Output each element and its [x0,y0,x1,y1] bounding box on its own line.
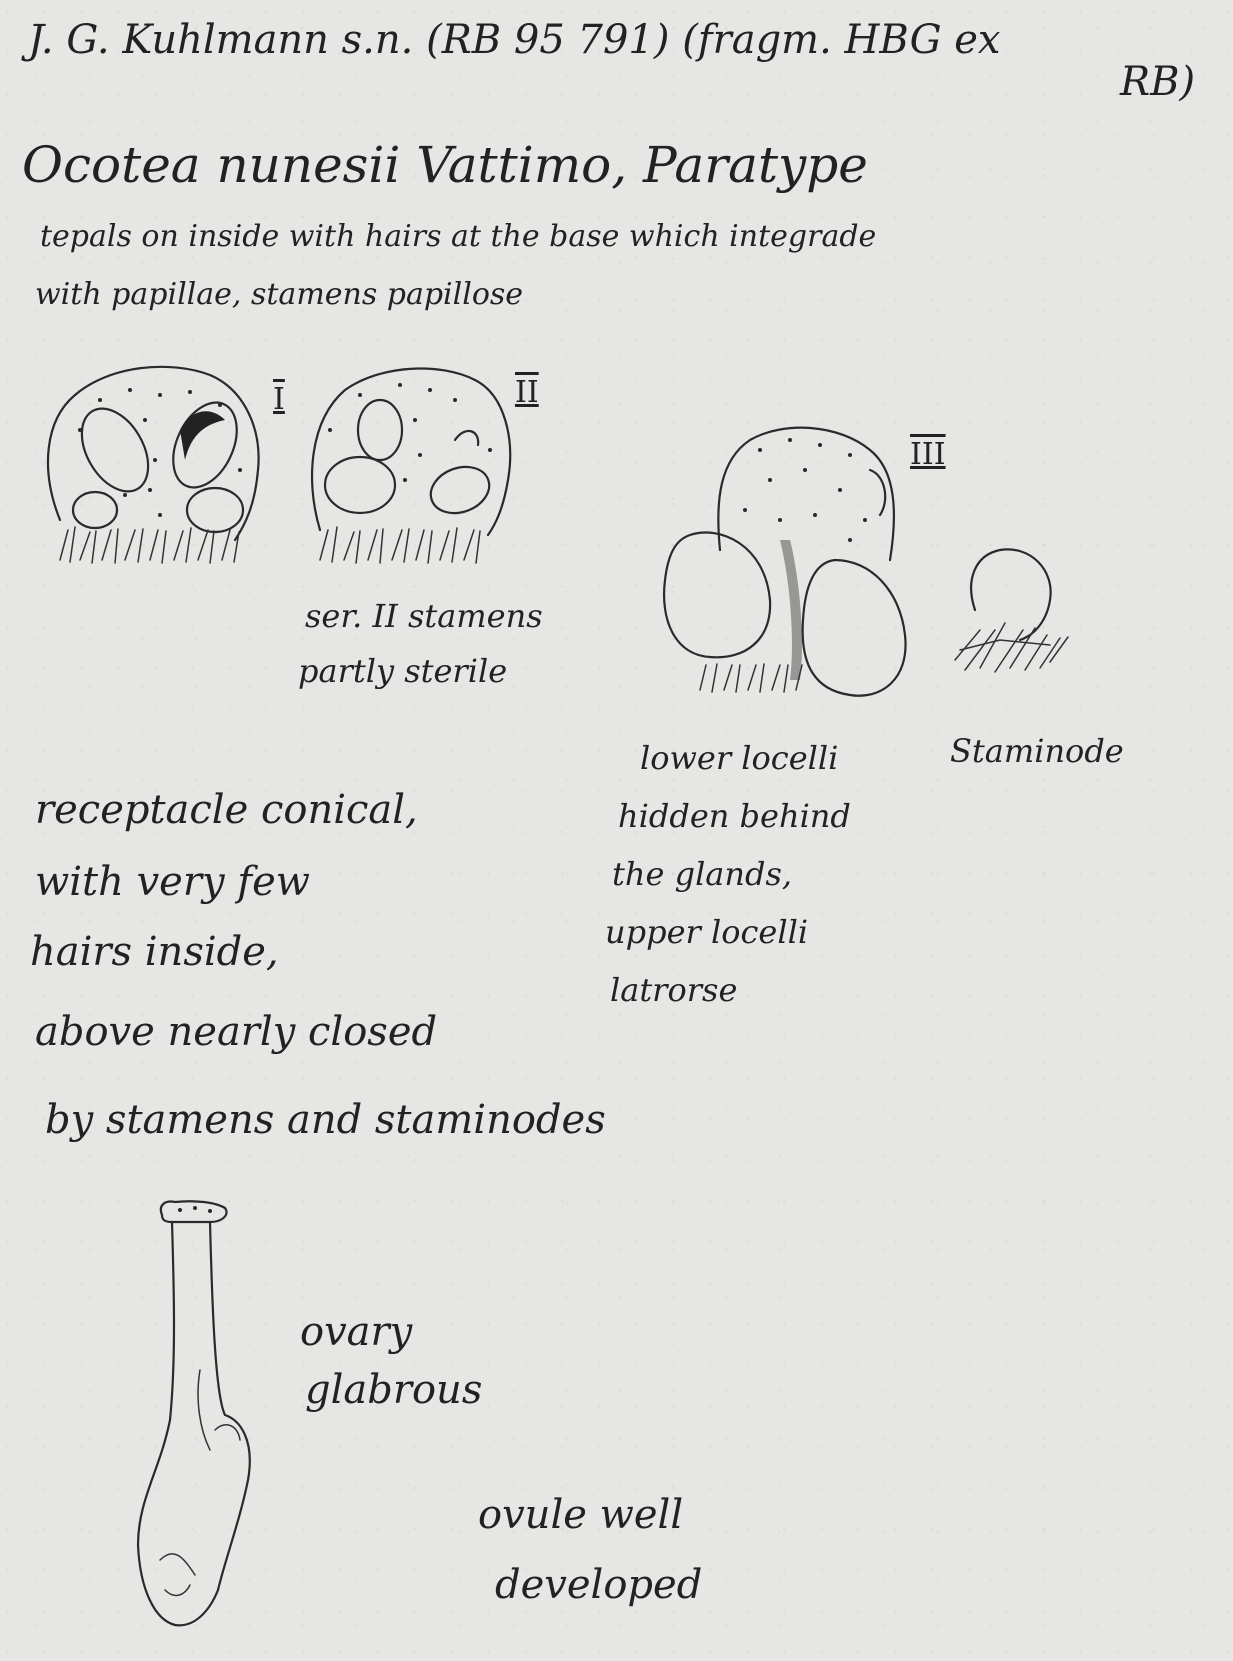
label-roman-3: III [910,437,946,472]
staminode-label: Staminode [950,732,1124,770]
stamen-2-drawing [312,369,510,563]
receptacle-line-5: by stamens and staminodes [45,1097,606,1143]
stamen-1-drawing [48,367,259,563]
label-roman-1: I [273,382,285,417]
ser2-caption-line-1: ser. II stamens [305,597,543,635]
label-roman-2: II [515,375,539,410]
collector-line-end: RB) [1120,59,1196,105]
description-line-1: tepals on inside with hairs at the base which integrade [40,219,877,254]
collector-line: J. G. Kuhlmann s.n. (RB 95 791) (fragm. HBG ex [28,17,1001,63]
description-line-2: with papillae, stamens papillose [35,277,524,312]
ovary-label-line-2: glabrous [305,1367,483,1413]
ovule-line-1: ovule well [478,1492,684,1538]
locelli-line-4: upper locelli [605,913,809,951]
ovary-drawing [138,1201,250,1625]
stamen-3-drawing [664,428,905,696]
locelli-line-2: hidden behind [618,797,851,835]
locelli-line-1: lower locelli [640,739,839,777]
page-title: Ocotea nunesii Vattimo, Paratype [22,136,868,194]
receptacle-line-2: with very few [35,859,310,905]
receptacle-line-3: hairs inside, [30,929,279,975]
ser2-caption-line-2: partly sterile [298,652,508,690]
locelli-line-3: the glands, [612,855,793,893]
receptacle-line-1: receptacle conical, [35,787,418,833]
ovary-label-line-1: ovary [300,1309,413,1355]
ovule-line-2: developed [495,1562,703,1608]
locelli-line-5: latrorse [610,971,738,1009]
receptacle-line-4: above nearly closed [35,1009,438,1055]
staminode-drawing [955,549,1068,672]
